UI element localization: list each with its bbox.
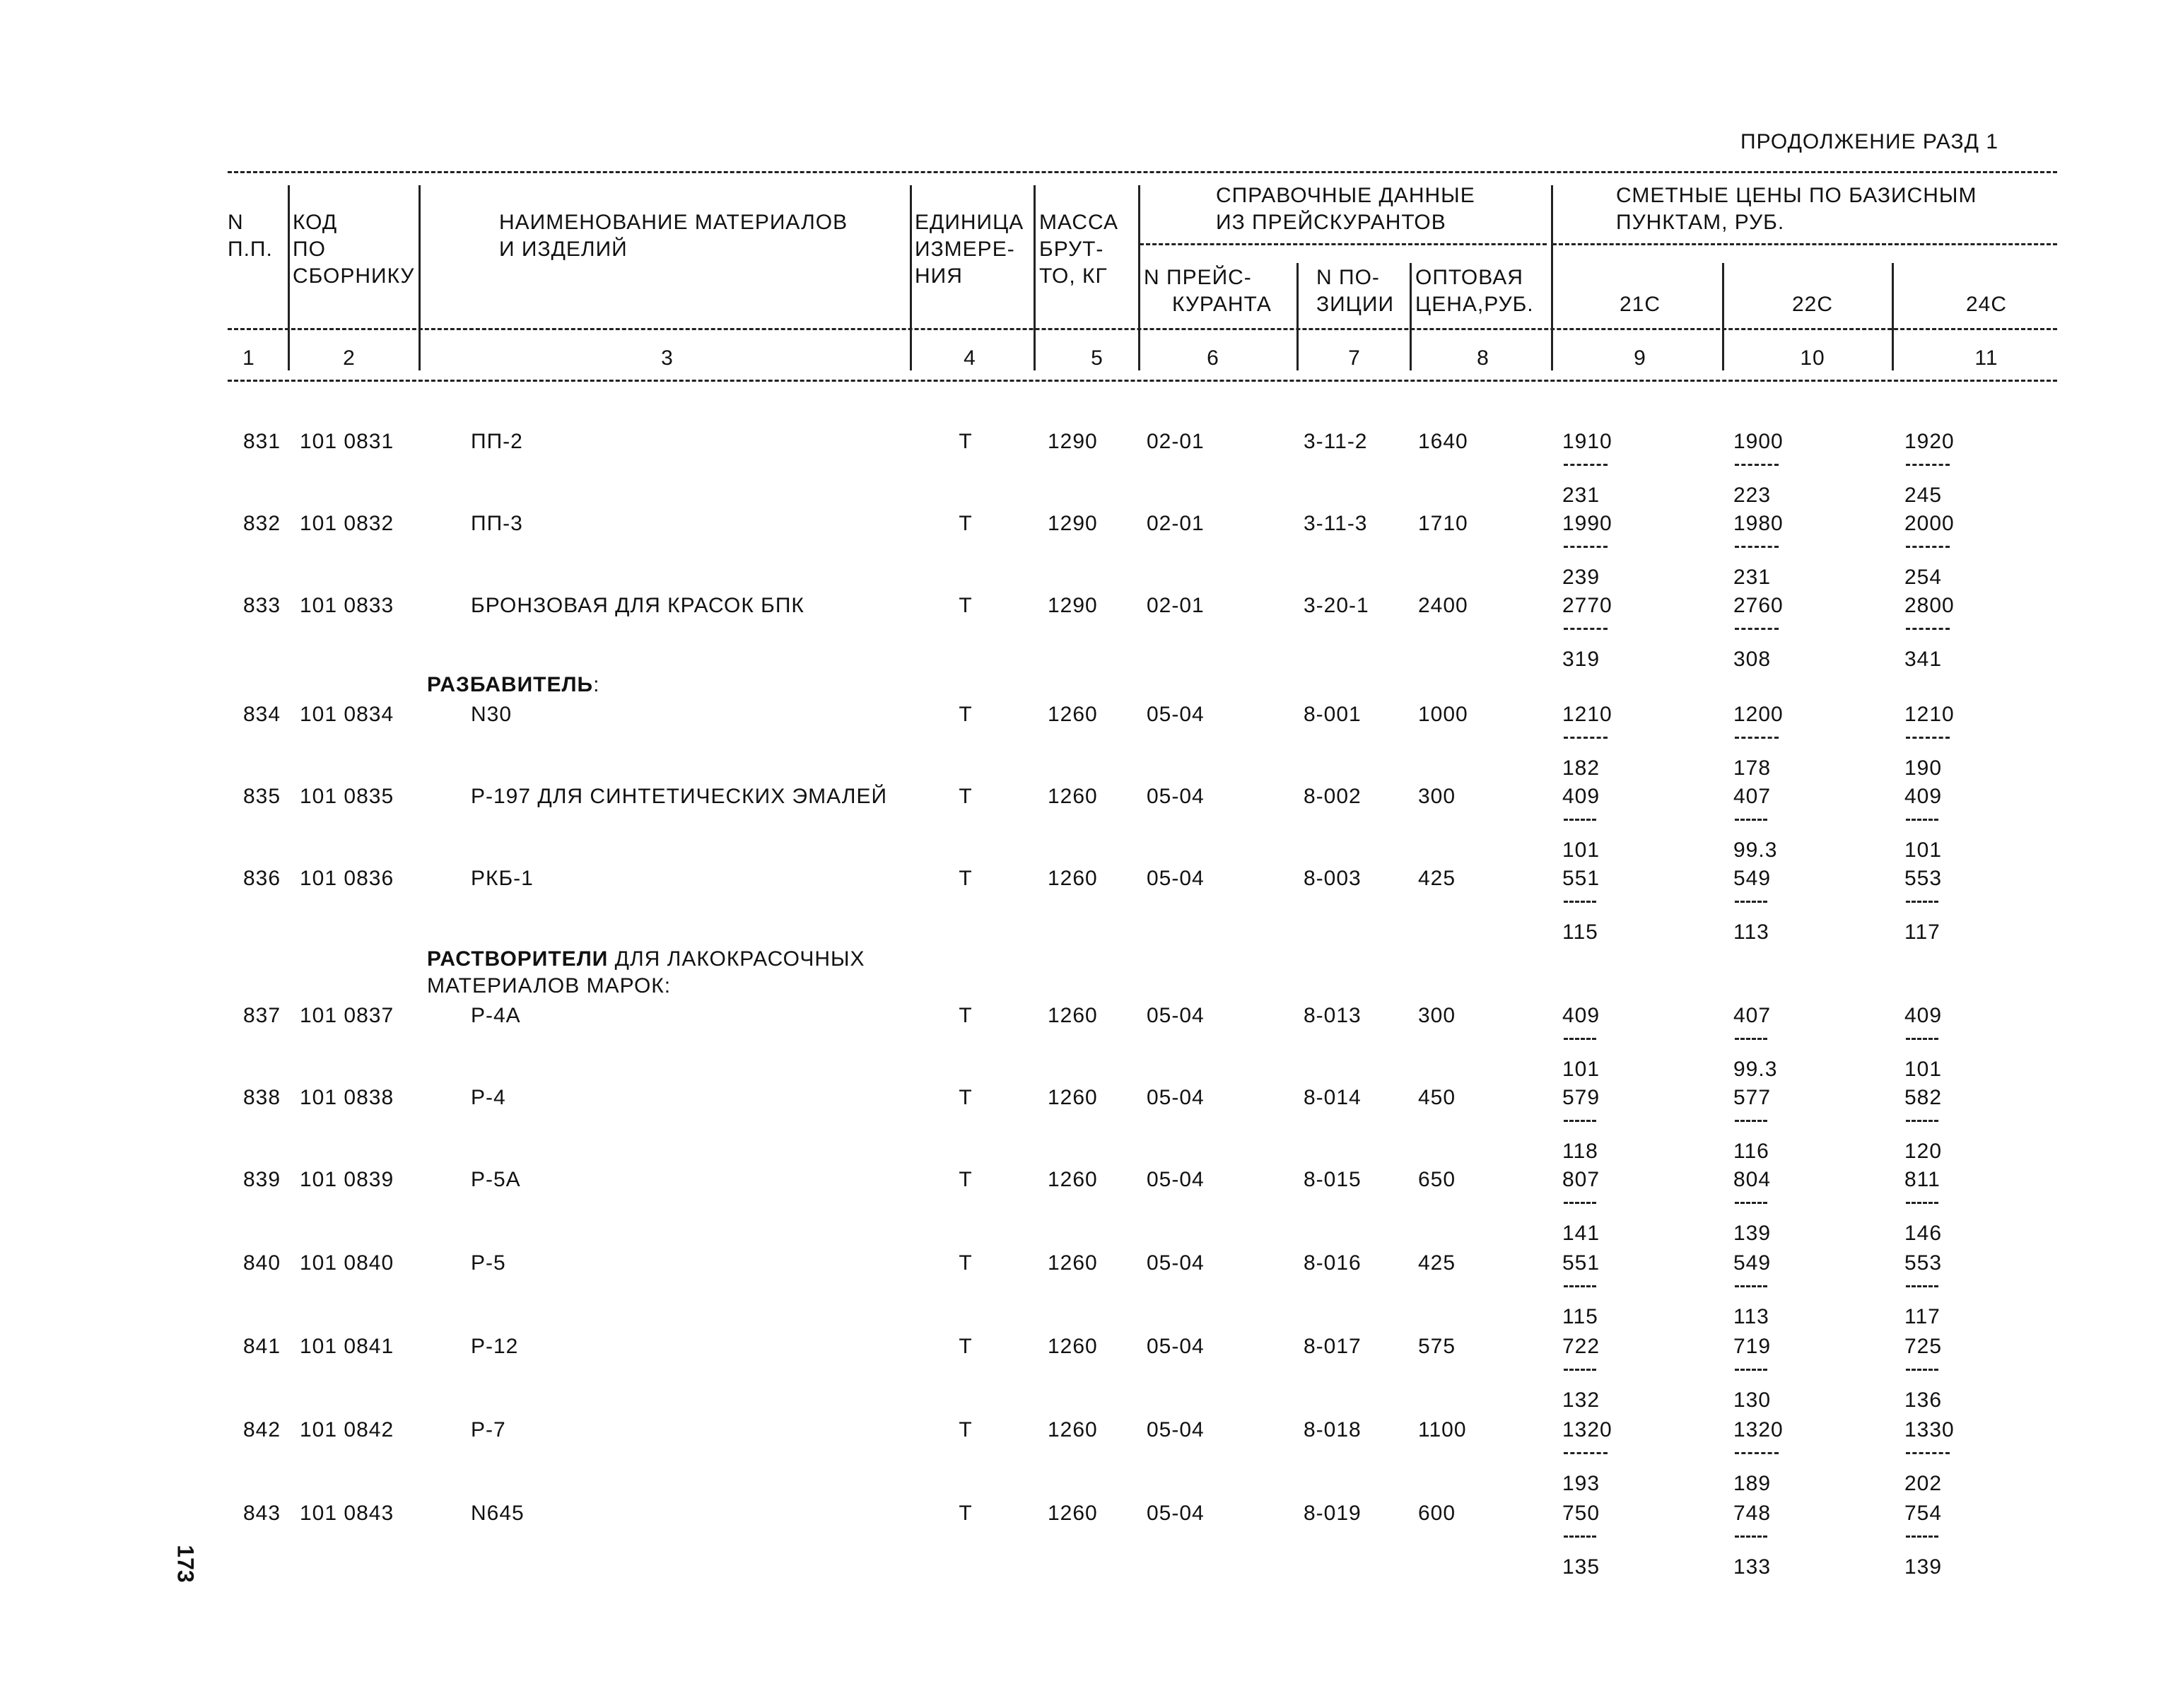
header-divider [418,185,421,370]
col-number: 1 [242,346,255,370]
row-pricelist: 05-04 [1147,1004,1205,1027]
price-24c-value: 1210 [1904,703,1955,726]
row-number: 842 [243,1418,281,1441]
col-pricelist-header: N ПРЕЙС- [1144,266,1252,289]
price-22c-fraction-bar [1735,546,1779,548]
col-unit-header: НИЯ [915,264,963,288]
row-unit: Т [959,867,973,890]
header-divider [1410,263,1412,370]
col-wholesale-header: ЦЕНА,РУБ. [1415,293,1534,316]
price-24c-value: 754 [1904,1502,1943,1525]
price-21c-value: 551 [1562,867,1600,890]
price-21c-fraction-bar [1564,1202,1596,1204]
price-21c-value: 750 [1562,1502,1600,1525]
price-21c-secondary: 141 [1562,1222,1600,1245]
header-divider [910,185,912,370]
section-heading [427,947,865,971]
price-21c-secondary: 135 [1562,1555,1600,1579]
row-wholesale-price: 600 [1418,1502,1456,1525]
row-code: 101 0835 [300,785,394,808]
row-pricelist: 05-04 [1147,1502,1205,1525]
price-24c-value: 1330 [1904,1418,1955,1441]
price-21c-value: 1320 [1562,1418,1612,1441]
col-number: 5 [1091,346,1104,370]
row-pricelist: 05-04 [1147,1251,1205,1275]
row-position: 3-11-2 [1304,430,1368,453]
price-22c-secondary: 133 [1733,1555,1772,1579]
row-pricelist: 05-04 [1147,703,1205,726]
continuation-note: ПРОДОЛЖЕНИЕ РАЗД 1 [1740,130,1999,153]
price-22c-secondary: 113 [1733,1305,1769,1328]
header-divider [288,185,290,370]
price-21c-value: 1990 [1562,512,1612,535]
price-22c-secondary: 99.3 [1733,1058,1778,1081]
price-22c-fraction-bar [1735,1202,1767,1204]
price-21c-secondary: 182 [1562,756,1600,780]
row-name: ПП-2 [471,430,523,453]
price-22c-value: 804 [1733,1168,1772,1191]
col-n-header: П.П. [228,238,273,261]
row-name: N645 [471,1502,525,1525]
price-22c-value: 2760 [1733,594,1784,617]
row-number: 837 [243,1004,281,1027]
price-22c-fraction-bar [1735,464,1779,466]
col-24c-header: 24С [1965,293,2008,316]
col-position-header: N ПО- [1316,266,1380,289]
row-position: 8-017 [1304,1335,1362,1358]
header-divider [1138,185,1140,370]
price-22c-value: 719 [1733,1335,1772,1358]
row-pricelist: 05-04 [1147,867,1205,890]
est-group-header: СМЕТНЫЕ ЦЕНЫ ПО БАЗИСНЫМ [1616,184,1977,207]
price-24c-fraction-bar [1906,1536,1938,1538]
row-number: 831 [243,430,281,453]
row-number: 841 [243,1335,281,1358]
row-mass: 1260 [1048,785,1098,808]
row-number: 835 [243,785,281,808]
row-code: 101 0843 [300,1502,394,1525]
row-name: Р-5 [471,1251,506,1275]
row-unit: Т [959,1502,973,1525]
row-name: Р-7 [471,1418,506,1441]
price-22c-secondary: 189 [1733,1472,1772,1495]
price-21c-value: 1210 [1562,703,1612,726]
price-21c-secondary: 231 [1562,484,1600,507]
row-unit: Т [959,1335,973,1358]
price-21c-fraction-bar [1564,1120,1596,1122]
row-name: Р-4А [471,1004,521,1027]
price-21c-fraction-bar [1564,901,1596,903]
row-mass: 1260 [1048,1502,1098,1525]
row-unit: Т [959,1418,973,1441]
price-24c-value: 553 [1904,867,1943,890]
col-mass-header: МАССА [1039,211,1119,234]
section-heading-rest: ДЛЯ ЛАКОКРАСОЧНЫХ [608,947,865,971]
row-code: 101 0833 [300,594,394,617]
section-heading-bold: РАСТВОРИТЕЛИ [427,947,609,971]
price-24c-secondary: 146 [1904,1222,1943,1245]
row-position: 8-015 [1304,1168,1362,1191]
row-position: 8-019 [1304,1502,1362,1525]
price-22c-fraction-bar [1735,1369,1767,1371]
row-number: 832 [243,512,281,535]
row-wholesale-price: 575 [1418,1335,1456,1358]
price-22c-fraction-bar [1735,819,1767,821]
col-number: 10 [1800,346,1825,370]
header-divider [1892,263,1894,370]
col-code-header: ПО [293,238,326,261]
col-number: 3 [661,346,674,370]
row-number: 840 [243,1251,281,1275]
row-code: 101 0841 [300,1335,394,1358]
price-21c-secondary: 118 [1562,1140,1598,1163]
price-22c-secondary: 139 [1733,1222,1772,1245]
row-name: Р-197 ДЛЯ СИНТЕТИЧЕСКИХ ЭМАЛЕЙ [471,785,888,808]
ref-group-header: ИЗ ПРЕЙСКУРАНТОВ [1216,211,1446,234]
row-code: 101 0840 [300,1251,394,1275]
col-number: 2 [343,346,356,370]
row-number: 836 [243,867,281,890]
col-unit-header: ЕДИНИЦА [915,211,1024,234]
price-21c-secondary: 101 [1562,838,1600,862]
col-number: 6 [1207,346,1219,370]
price-24c-secondary: 245 [1904,484,1943,507]
header-top-rule [228,171,2057,173]
price-21c-secondary: 193 [1562,1472,1600,1495]
price-24c-secondary: 120 [1904,1140,1943,1163]
price-22c-value: 407 [1733,1004,1772,1027]
price-21c-fraction-bar [1564,1536,1596,1538]
price-24c-secondary: 190 [1904,756,1943,780]
row-mass: 1260 [1048,867,1098,890]
price-21c-fraction-bar [1564,819,1596,821]
row-position: 8-013 [1304,1004,1362,1027]
row-number: 833 [243,594,281,617]
section-heading-bold: РАЗБАВИТЕЛЬ [427,673,594,696]
col-name-header: И ИЗДЕЛИЙ [499,238,628,261]
price-24c-secondary: 139 [1904,1555,1943,1579]
row-pricelist: 05-04 [1147,1418,1205,1441]
price-21c-fraction-bar [1564,737,1608,739]
row-code: 101 0836 [300,867,394,890]
price-24c-secondary: 101 [1904,1058,1943,1081]
row-number: 839 [243,1168,281,1191]
price-24c-fraction-bar [1906,1452,1950,1454]
col-unit-header: ИЗМЕРЕ- [915,238,1015,261]
row-mass: 1290 [1048,512,1098,535]
price-22c-secondary: 178 [1733,756,1772,780]
est-group-rule [1552,243,2057,245]
section-heading [427,974,671,998]
price-22c-value: 1200 [1733,703,1784,726]
col-code-header: КОД [293,211,338,234]
col-number: 9 [1634,346,1646,370]
row-code: 101 0837 [300,1004,394,1027]
price-24c-value: 409 [1904,785,1943,808]
price-24c-secondary: 117 [1904,1305,1940,1328]
price-24c-fraction-bar [1906,464,1950,466]
row-wholesale-price: 1100 [1418,1418,1467,1441]
row-mass: 1260 [1048,1251,1098,1275]
row-position: 8-003 [1304,867,1362,890]
price-21c-secondary: 239 [1562,566,1600,589]
col-number: 8 [1477,346,1489,370]
price-24c-fraction-bar [1906,737,1950,739]
price-24c-fraction-bar [1906,1120,1938,1122]
price-21c-secondary: 132 [1562,1388,1600,1412]
price-24c-fraction-bar [1906,1038,1938,1040]
row-pricelist: 05-04 [1147,1335,1205,1358]
price-22c-secondary: 308 [1733,648,1772,671]
header-divider [1296,263,1299,370]
price-24c-value: 582 [1904,1086,1943,1109]
row-position: 8-002 [1304,785,1362,808]
price-22c-value: 1320 [1733,1418,1784,1441]
price-24c-fraction-bar [1906,1202,1938,1204]
section-heading [427,673,599,697]
price-21c-fraction-bar [1564,546,1608,548]
row-code: 101 0831 [300,430,394,453]
row-wholesale-price: 300 [1418,1004,1456,1027]
row-wholesale-price: 650 [1418,1168,1456,1191]
price-24c-fraction-bar [1906,1285,1938,1287]
col-number: 11 [1974,346,1998,370]
price-22c-secondary: 231 [1733,566,1772,589]
row-unit: Т [959,512,973,535]
row-number: 843 [243,1502,281,1525]
price-22c-value: 1980 [1733,512,1784,535]
price-22c-secondary: 130 [1733,1388,1772,1412]
col-22c-header: 22С [1791,293,1834,316]
header-divider [1034,185,1036,370]
row-position: 3-11-3 [1304,512,1368,535]
row-pricelist: 02-01 [1147,512,1205,535]
price-21c-value: 2770 [1562,594,1612,617]
price-24c-fraction-bar [1906,1369,1938,1371]
col-mass-header: БРУТ- [1039,238,1104,261]
row-mass: 1290 [1048,594,1098,617]
row-mass: 1260 [1048,1086,1098,1109]
row-wholesale-price: 1710 [1418,512,1468,535]
price-24c-value: 2800 [1904,594,1955,617]
price-21c-value: 409 [1562,1004,1600,1027]
price-22c-value: 748 [1733,1502,1772,1525]
price-24c-fraction-bar [1906,819,1938,821]
price-22c-value: 1900 [1733,430,1784,453]
price-24c-value: 1920 [1904,430,1955,453]
row-pricelist: 05-04 [1147,1086,1205,1109]
price-24c-secondary: 101 [1904,838,1943,862]
price-22c-fraction-bar [1735,1536,1767,1538]
ref-group-header: СПРАВОЧНЫЕ ДАННЫЕ [1216,184,1475,207]
row-code: 101 0838 [300,1086,394,1109]
price-22c-secondary: 113 [1733,920,1769,944]
row-unit: Т [959,785,973,808]
price-22c-value: 577 [1733,1086,1772,1109]
price-21c-fraction-bar [1564,628,1608,630]
est-group-header: ПУНКТАМ, РУБ. [1616,211,1785,234]
price-21c-value: 722 [1562,1335,1600,1358]
price-24c-secondary: 136 [1904,1388,1943,1412]
price-22c-fraction-bar [1735,1452,1779,1454]
col-number: 4 [964,346,976,370]
price-21c-secondary: 319 [1562,648,1600,671]
price-21c-secondary: 101 [1562,1058,1600,1081]
price-21c-value: 551 [1562,1251,1600,1275]
col-21c-header: 21С [1619,293,1661,316]
section-heading-rest: : [593,673,600,696]
row-wholesale-price: 425 [1418,1251,1456,1275]
row-name: БРОНЗОВАЯ ДЛЯ КРАСОК БПК [471,594,804,617]
price-24c-secondary: 117 [1904,920,1940,944]
row-code: 101 0842 [300,1418,394,1441]
row-name: Р-5А [471,1168,521,1191]
row-unit: Т [959,1086,973,1109]
price-22c-value: 549 [1733,867,1772,890]
price-22c-fraction-bar [1735,1285,1767,1287]
row-name: N30 [471,703,513,726]
col-n-header: N [228,211,244,234]
row-pricelist: 05-04 [1147,785,1205,808]
price-24c-secondary: 341 [1904,648,1943,671]
price-24c-value: 2000 [1904,512,1955,535]
row-number: 834 [243,703,281,726]
price-22c-value: 549 [1733,1251,1772,1275]
row-wholesale-price: 1640 [1418,430,1468,453]
row-name: ПП-3 [471,512,523,535]
row-unit: Т [959,1168,973,1191]
row-unit: Т [959,594,973,617]
row-code: 101 0832 [300,512,394,535]
price-21c-value: 807 [1562,1168,1600,1191]
price-24c-value: 409 [1904,1004,1943,1027]
row-wholesale-price: 450 [1418,1086,1456,1109]
row-position: 8-014 [1304,1086,1362,1109]
col-mass-header: ТО, КГ [1039,264,1108,288]
row-wholesale-price: 1000 [1418,703,1468,726]
price-22c-value: 407 [1733,785,1772,808]
row-mass: 1260 [1048,703,1098,726]
row-mass: 1260 [1048,1418,1098,1441]
price-21c-value: 579 [1562,1086,1600,1109]
price-21c-secondary: 115 [1562,1305,1598,1328]
row-pricelist: 02-01 [1147,594,1205,617]
row-unit: Т [959,430,973,453]
price-22c-fraction-bar [1735,628,1779,630]
price-24c-fraction-bar [1906,901,1938,903]
col-position-header: ЗИЦИИ [1316,293,1394,316]
price-22c-fraction-bar [1735,1038,1767,1040]
price-22c-fraction-bar [1735,901,1767,903]
price-24c-value: 553 [1904,1251,1943,1275]
row-position: 8-001 [1304,703,1362,726]
ref-group-rule [1140,243,1547,245]
row-name: Р-4 [471,1086,506,1109]
row-wholesale-price: 300 [1418,785,1456,808]
row-position: 3-20-1 [1304,594,1369,617]
col-number: 7 [1348,346,1361,370]
page-number: 173 [172,1545,199,1583]
price-21c-fraction-bar [1564,464,1608,466]
row-unit: Т [959,703,973,726]
price-24c-fraction-bar [1906,628,1950,630]
row-mass: 1260 [1048,1004,1098,1027]
row-number: 838 [243,1086,281,1109]
price-24c-value: 811 [1904,1168,1940,1191]
row-code: 101 0839 [300,1168,394,1191]
price-22c-secondary: 223 [1733,484,1772,507]
col-code-header: СБОРНИКУ [293,264,415,288]
row-wholesale-price: 2400 [1418,594,1468,617]
header-bottom-rule [228,380,2057,382]
price-24c-secondary: 202 [1904,1472,1943,1495]
row-mass: 1260 [1048,1335,1098,1358]
col-name-header: НАИМЕНОВАНИЕ МАТЕРИАЛОВ [499,211,848,234]
price-24c-fraction-bar [1906,546,1950,548]
header-divider [1551,185,1553,370]
price-22c-fraction-bar [1735,1120,1767,1122]
col-pricelist-header: КУРАНТА [1172,293,1272,316]
header-divider [1722,263,1724,370]
price-21c-fraction-bar [1564,1038,1596,1040]
price-21c-fraction-bar [1564,1285,1596,1287]
row-code: 101 0834 [300,703,394,726]
price-21c-value: 1910 [1562,430,1612,453]
row-unit: Т [959,1251,973,1275]
price-22c-secondary: 116 [1733,1140,1769,1163]
price-21c-fraction-bar [1564,1369,1596,1371]
price-22c-secondary: 99.3 [1733,838,1778,862]
col-wholesale-header: ОПТОВАЯ [1415,266,1523,289]
price-21c-secondary: 115 [1562,920,1598,944]
row-mass: 1260 [1048,1168,1098,1191]
price-22c-fraction-bar [1735,737,1779,739]
row-position: 8-018 [1304,1418,1362,1441]
row-mass: 1290 [1048,430,1098,453]
price-24c-secondary: 254 [1904,566,1943,589]
row-unit: Т [959,1004,973,1027]
row-name: РКБ-1 [471,867,534,890]
row-wholesale-price: 425 [1418,867,1456,890]
price-21c-fraction-bar [1564,1452,1608,1454]
section-heading-rest: МАТЕРИАЛОВ МАРОК: [427,974,672,998]
row-pricelist: 02-01 [1147,430,1205,453]
row-position: 8-016 [1304,1251,1362,1275]
price-24c-value: 725 [1904,1335,1943,1358]
row-pricelist: 05-04 [1147,1168,1205,1191]
row-name: Р-12 [471,1335,519,1358]
price-21c-value: 409 [1562,785,1600,808]
header-sub-rule [228,328,2057,330]
